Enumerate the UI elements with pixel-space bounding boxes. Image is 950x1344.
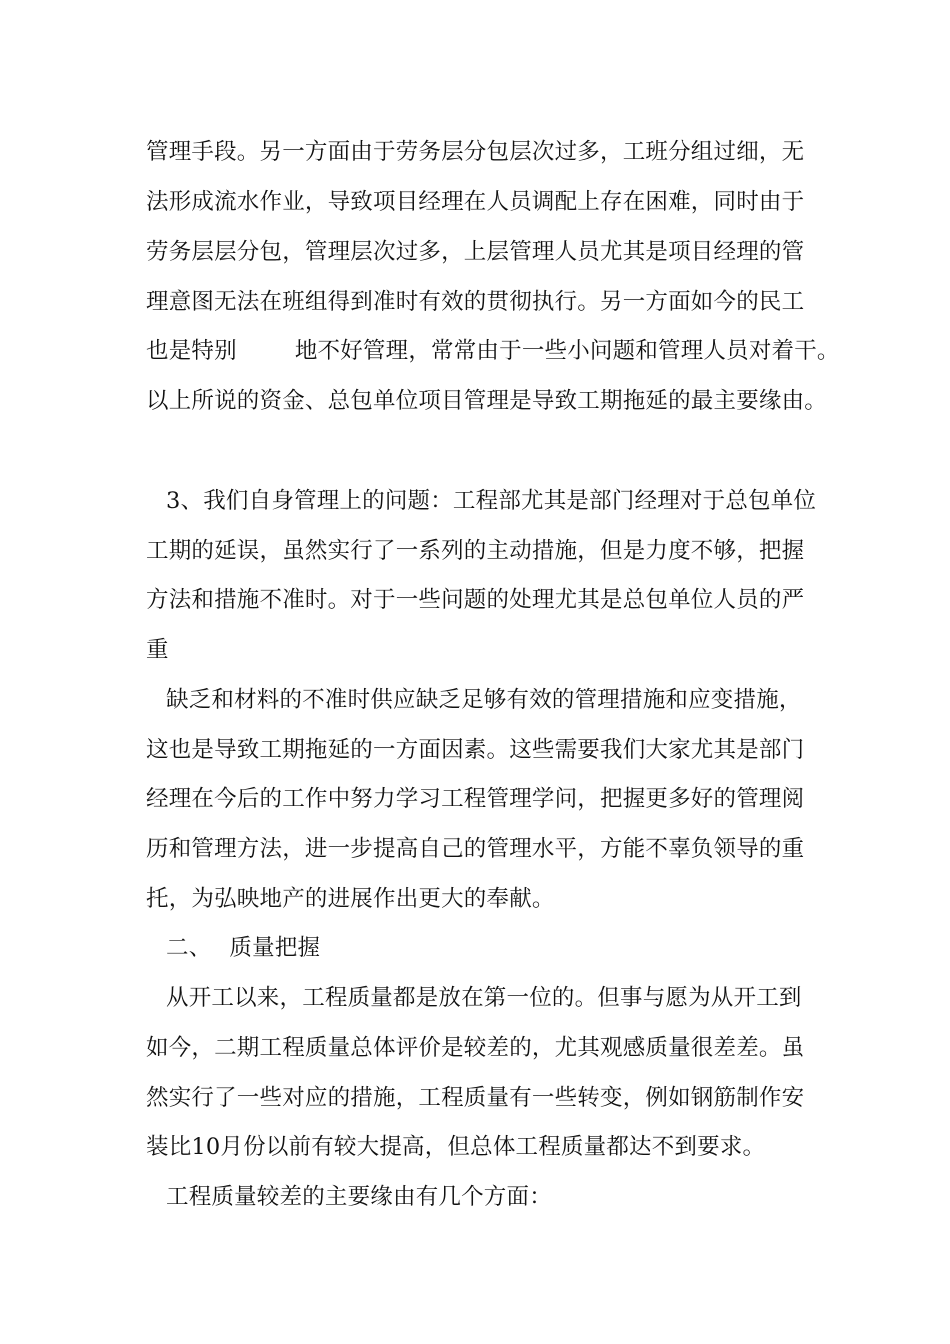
text-line: 管理手段。另一方面由于劳务层分包层次过多，工班分组过细，无 — [146, 139, 805, 165]
text-line: 理意图无法在班组得到准时有效的贯彻执行。另一方面如今的民工 — [146, 289, 805, 315]
text-line: 工期的延误，虽然实行了一系列的主动措施，但是力度不够，把握 — [146, 538, 805, 564]
text-fragment: 也是特别 — [146, 338, 237, 364]
section-number: 二、 — [166, 935, 212, 961]
section-heading: 3、我们自身管理上的问题：工程部尤其是部门经理对于总包单位 — [166, 488, 817, 514]
text-line: 然实行了一些对应的措施，工程质量有一些转变，例如钢筋制作安 — [146, 1085, 805, 1111]
text-line: 重 — [146, 637, 169, 663]
text-line: 这也是导致工期拖延的一方面因素。这些需要我们大家尤其是部门 — [146, 737, 805, 763]
text-line: 装比10月份以前有较大提高，但总体工程质量都达不到要求。 — [146, 1134, 766, 1160]
text-line: 缺乏和材料的不准时供应缺乏足够有效的管理措施和应变措施， — [166, 687, 802, 713]
text-line: 劳务层层分包，管理层次过多，上层管理人员尤其是项目经理的管 — [146, 239, 805, 265]
text-fragment: 地不好管理，常常由于一些小问题和管理人员对着干。 — [294, 338, 840, 364]
text-line: 历和管理方法，进一步提高自己的管理水平，方能不辜负领导的重 — [146, 836, 805, 862]
section-heading — [166, 933, 846, 963]
text-line: 以上所说的资金、总包单位项目管理是导致工期拖延的最主要缘由。 — [146, 388, 828, 414]
text-line — [146, 336, 840, 366]
text-line: 工程质量较差的主要缘由有几个方面： — [166, 1184, 552, 1210]
text-line: 经理在今后的工作中努力学习工程管理学问，把握更多好的管理阅 — [146, 786, 805, 812]
section-title: 质量把握 — [229, 935, 321, 961]
text-line: 法形成流水作业，导致项目经理在人员调配上存在困难，同时由于 — [146, 189, 805, 215]
text-line: 如今，二期工程质量总体评价是较差的，尤其观感质量很差差。虽 — [146, 1035, 805, 1061]
text-line: 托，为弘映地产的进展作出更大的奉献。 — [146, 886, 555, 912]
text-line: 方法和措施不准时。对于一些问题的处理尤其是总包单位人员的严 — [146, 587, 805, 613]
text-line: 从开工以来，工程质量都是放在第一位的。但事与愿为从开工到 — [166, 985, 802, 1011]
